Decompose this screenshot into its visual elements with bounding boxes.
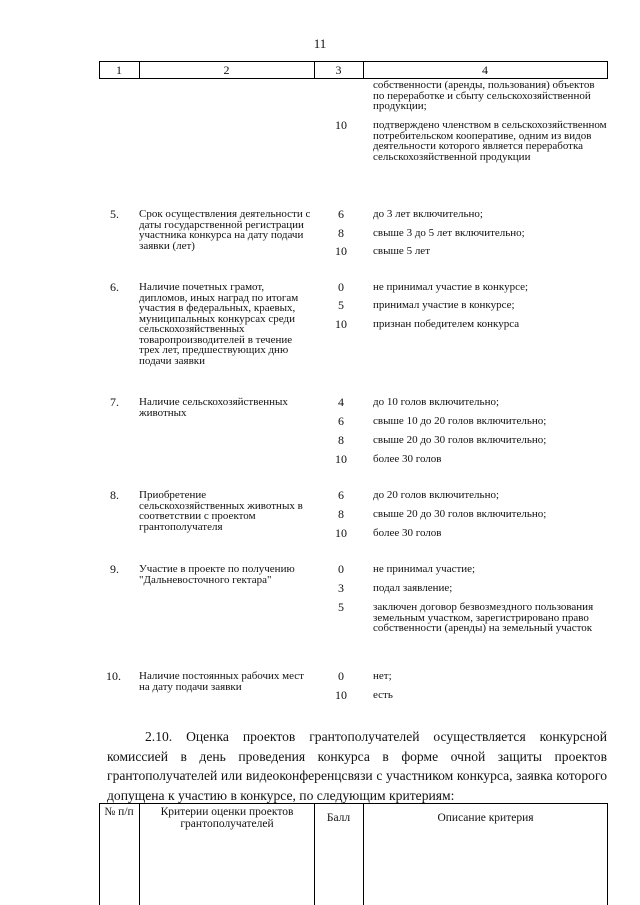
- option-score: 6: [338, 207, 344, 221]
- option-score: 6: [338, 488, 344, 502]
- section-paragraph: 2.10. Оценка проектов грантополучателей осуществляется конкурсной комиссией в день проведения конкурса в форме очной защиты проектов грантополучателей или видеоконференцсвязи с участником конкурса, заявка которого допущена к участию в конкурсе, по следующим критериям:: [107, 729, 607, 803]
- header-col-1: 1: [116, 63, 122, 77]
- row-number: 10.: [106, 669, 121, 683]
- header-col-4: 4: [482, 63, 488, 77]
- criterion-text: Наличие постоянных рабочих мест на дату подачи заявки: [139, 670, 304, 693]
- option-score: 10: [335, 452, 347, 466]
- option-score: 10: [335, 317, 347, 331]
- option-text: свыше 20 до 30 голов включительно;: [373, 434, 547, 446]
- bottom-header-number: № п/п: [104, 806, 134, 818]
- option-text: свыше 3 до 5 лет включительно;: [373, 227, 525, 239]
- bottom-header-criteria: Критерии оценки проектов грантополучателей: [160, 806, 294, 830]
- option-text: свыше 10 до 20 голов включительно;: [373, 415, 547, 427]
- option-text: более 30 голов: [373, 453, 442, 465]
- criterion-text: Участие в проекте по получению "Дальневосточного гектара": [139, 563, 295, 586]
- option-score: 0: [338, 669, 344, 683]
- criterion-text: Наличие сельскохозяйственных животных: [139, 396, 288, 419]
- option-score: 6: [338, 414, 344, 428]
- option-text: до 3 лет включительно;: [373, 208, 483, 220]
- option-text: свыше 5 лет: [373, 245, 430, 257]
- option-text: до 10 голов включительно;: [373, 396, 500, 408]
- option-score: 10: [335, 244, 347, 258]
- option-score: 0: [338, 562, 344, 576]
- continuation-description: собственности (аренды, пользования) объектов по переработке и сбыту сельскохозяйственной продукции;: [373, 79, 595, 112]
- option-text: подал заявление;: [373, 582, 453, 594]
- option-score: 4: [338, 395, 344, 409]
- option-text: свыше 20 до 30 голов включительно;: [373, 508, 547, 520]
- option-score: 8: [338, 507, 344, 521]
- row-number: 9.: [110, 562, 119, 576]
- row-number: 7.: [110, 395, 119, 409]
- bottom-header-description: Описание критерия: [437, 812, 534, 824]
- row-number: 8.: [110, 488, 119, 502]
- option-score: 8: [338, 226, 344, 240]
- page-number: 11: [313, 36, 327, 51]
- criterion-text: Срок осуществления деятельности с даты государственной регистрации участника конкурса на дату подачи заявки (лет): [139, 208, 311, 252]
- option-text: принимал участие в конкурсе;: [373, 299, 515, 311]
- option-text: более 30 голов: [373, 527, 442, 539]
- bottom-header-score: Балл: [326, 812, 351, 824]
- option-score: 5: [338, 600, 344, 614]
- option-score: 10: [335, 688, 347, 702]
- criterion-text: Приобретение сельскохозяйственных животных в соответствии с проектом грантополучателя: [139, 489, 303, 533]
- header-col-2: 2: [223, 63, 230, 77]
- row-number: 5.: [110, 207, 119, 221]
- option-text: признан победителем конкурса: [373, 318, 520, 330]
- option-text: не принимал участие в конкурсе;: [373, 281, 529, 293]
- option-score: 3: [338, 581, 344, 595]
- option-score: 10: [335, 526, 347, 540]
- option-text: есть: [373, 689, 393, 701]
- criterion-text: Наличие почетных грамот, дипломов, иных наград по итогам участия в федеральных, краевых, муниципальных конкурсах среди сельскохозяйственных товаропроизводителей в течение трех лет, предшествующих дню подачи заявки: [139, 281, 299, 367]
- option-score: 5: [338, 298, 344, 312]
- header-col-3: 3: [335, 63, 342, 77]
- continuation-description: подтверждено членством в сельскохозяйственном потребительском кооперативе, одним из видов деятельности которого является переработка сельскохозяйственной продукции: [373, 119, 607, 163]
- continuation-score: 10: [335, 118, 347, 132]
- option-text: нет;: [373, 670, 392, 682]
- option-score: 8: [338, 433, 344, 447]
- row-number: 6.: [110, 280, 119, 294]
- option-text: до 20 голов включительно;: [373, 489, 500, 501]
- option-text: заключен договор безвозмездного пользования земельным участком, зарегистрировано право собственности (аренды) на земельный участок: [373, 601, 594, 634]
- option-text: не принимал участие;: [373, 563, 476, 575]
- option-score: 0: [338, 280, 344, 294]
